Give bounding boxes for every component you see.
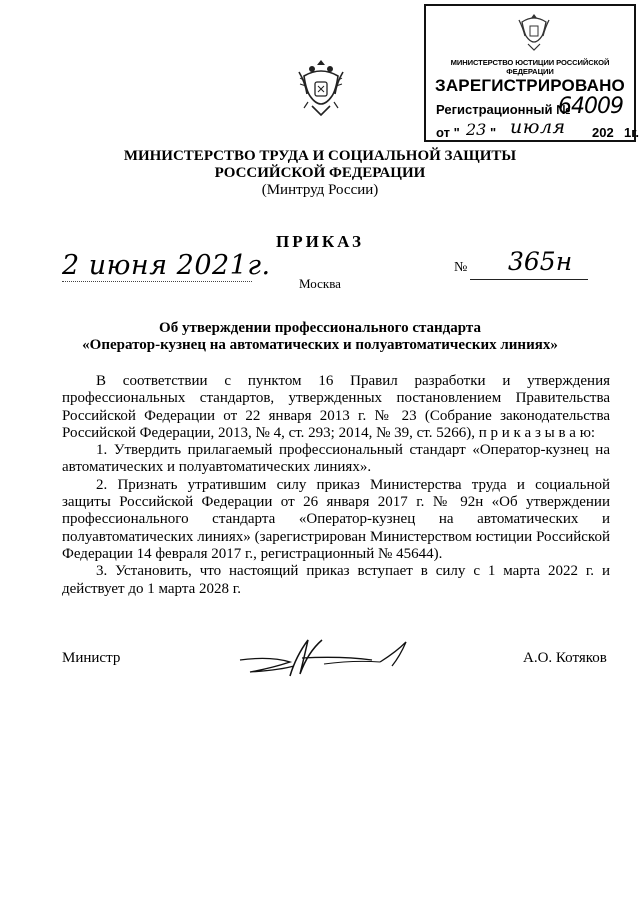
ministry-name-line2: РОССИЙСКОЙ ФЕДЕРАЦИИ xyxy=(214,165,426,181)
body-paragraph: В соответствии с пунктом 16 Правил разработки и утверждения профессиональных стандартов, утвержденных постановлением Правительства Российской Федерации от 22 января 2013 г. № 23 (Собрание законодательства Российской Федерации, 2013, № 4, ст. 293; 2014, № 39, ст. 5266), п р и к а з ы в а ю: xyxy=(62,373,610,441)
coat-of-arms-icon xyxy=(516,10,552,52)
stamp-day: 23 xyxy=(466,120,487,139)
stamp-date-prefix: от " xyxy=(436,125,460,140)
document-type: ПРИКАЗ xyxy=(276,232,364,251)
stamp-day-close: " xyxy=(490,125,497,140)
body-item-2: 2. Признать утратившим силу приказ Министерства труда и социальной защиты Российской Федерации от 26 января 2017 г. № 92н «Об утверждении профессионального стандарта «Оператор-кузнец на автоматических и полуавтоматических линиях» (зарегистрирован Министерством юстиции Российской Федерации 14 февраля 2017 г., регистрационный № 45644). xyxy=(62,476,610,562)
stamp-month: июля xyxy=(510,116,566,138)
stamp-ministry-label: МИНИСТЕРСТВО ЮСТИЦИИ РОССИЙСКОЙ ФЕДЕРАЦИИ xyxy=(450,58,610,76)
ministry-name-line1: МИНИСТЕРСТВО ТРУДА И СОЦИАЛЬНОЙ ЗАЩИТЫ xyxy=(123,148,517,164)
stamp-registered-label: ЗАРЕГИСТРИРОВАНО xyxy=(434,76,625,95)
document-city: Москва xyxy=(299,276,341,291)
number-label: № xyxy=(454,260,468,275)
stamp-regno-value: 64009 xyxy=(558,94,623,119)
document-title-line2: «Оператор-кузнец на автоматических и полуавтоматических линиях» xyxy=(82,337,558,353)
document-body xyxy=(62,373,610,598)
body-item-3: 3. Установить, что настоящий приказ вступает в силу с 1 марта 2022 г. и действует до 1 марта 2028 г. xyxy=(62,563,610,597)
handwritten-signature xyxy=(232,636,416,680)
stamp-regno-label: Регистрационный № xyxy=(436,102,571,117)
document-number: 365н xyxy=(508,247,573,276)
document-date: 2 июня 2021г. xyxy=(62,250,271,281)
body-item-1: 1. Утвердить прилагаемый профессиональный стандарт «Оператор-кузнец на автоматических и полуавтоматических линиях». xyxy=(62,442,610,476)
signatory-title: Министр xyxy=(62,650,121,666)
registration-stamp xyxy=(424,4,639,142)
document-title-line1: Об утверждении профессионального стандарта xyxy=(159,320,481,336)
stamp-year-suffix: 1г. xyxy=(624,125,639,140)
stamp-year: 202 xyxy=(592,125,614,140)
coat-of-arms-icon xyxy=(296,58,346,120)
ministry-short-name: (Минтруд России) xyxy=(261,182,379,198)
signatory-name: А.О. Котяков xyxy=(523,650,607,666)
